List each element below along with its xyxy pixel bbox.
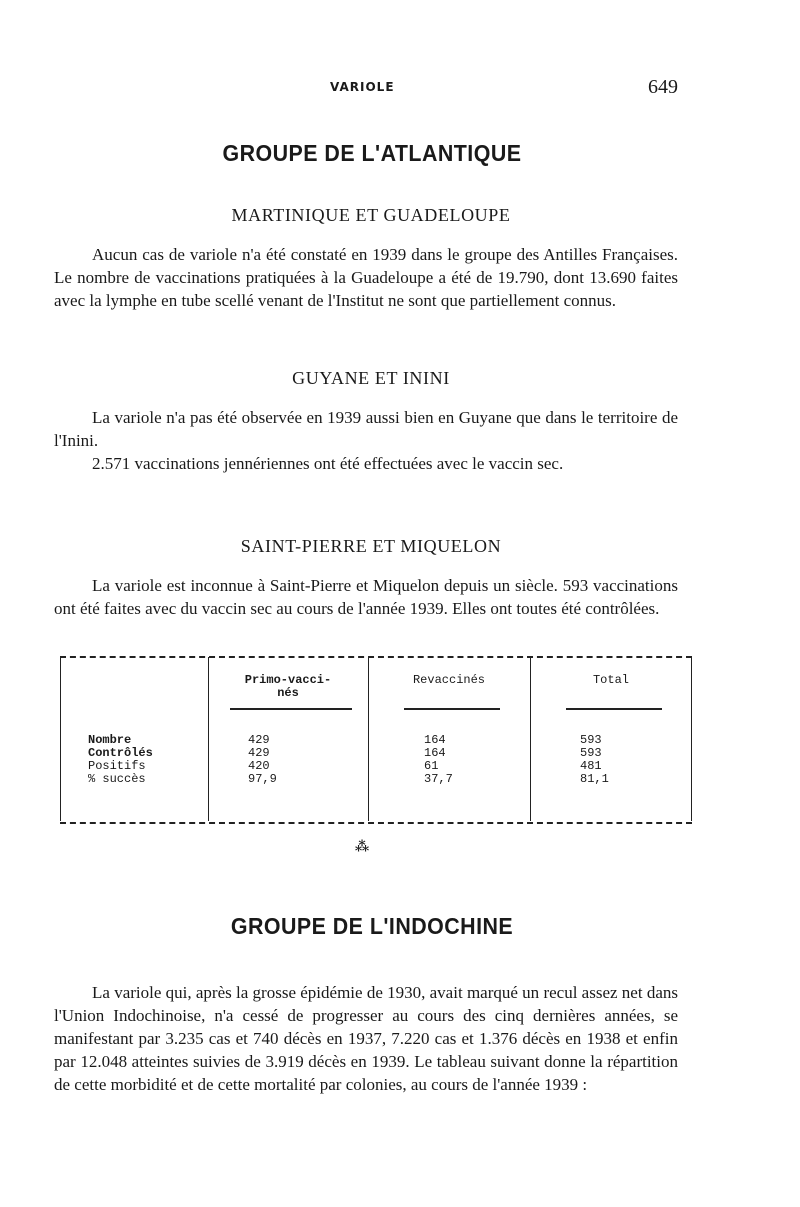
row-label-succes: % succès bbox=[88, 772, 146, 786]
table-top-rule bbox=[60, 656, 692, 658]
header-primo-vaccines: Primo-vacci- nés bbox=[244, 673, 332, 700]
martinique-section-title: MARTINIQUE ET GUADELOUPE bbox=[231, 205, 511, 225]
page-number: 649 bbox=[648, 76, 678, 98]
saint-pierre-paragraph bbox=[54, 574, 678, 620]
martinique-text: Aucun cas de variole n'a été constaté en 1939 dans le groupe des Antilles Françaises. Le nombre de vaccinations pratiquées à la Guadeloupe a été de 19.790, dont 13.690 faites avec la lymphe en tube scellé venant de l'Institut ne sont que partiellement connus. bbox=[54, 245, 678, 310]
guyane-section-title: GUYANE ET ININI bbox=[292, 368, 450, 388]
table-cell: 81,1 bbox=[580, 772, 609, 786]
row-label-controles: Contrôlés bbox=[88, 746, 153, 760]
header-underline bbox=[230, 708, 352, 710]
row-label-nombre: Nombre bbox=[88, 733, 132, 747]
asterism-ornament: ⁂ bbox=[354, 840, 370, 855]
saint-pierre-text: La variole est inconnue à Saint-Pierre et Miquelon depuis un siècle. 593 vaccinations ont été faites avec du vaccin sec au cours de l'année 1939. Elles ont toutes été contrôlées. bbox=[54, 576, 678, 618]
table-column-divider bbox=[208, 657, 209, 821]
vaccination-table bbox=[60, 652, 692, 828]
table-cell: 61 bbox=[424, 759, 439, 773]
table-cell: 37,7 bbox=[424, 772, 453, 786]
header-underline bbox=[404, 708, 500, 710]
table-cell: 481 bbox=[580, 759, 602, 773]
guyane-paragraph-2 bbox=[54, 452, 678, 475]
guyane-text-2: 2.571 vaccinations jennériennes ont été effectuées avec le vaccin sec. bbox=[92, 454, 564, 473]
indochine-text: La variole qui, après la grosse épidémie de 1930, avait marqué un recul assez net dans l'Union Indochinoise, n'a cessé de progresser au cours des cinq dernières années, se manifestant par 3.235 cas et 740 décès en 1937, 7.220 cas et 1.376 décès en 1938 et enfin par 12.048 atteintes suivies de 3.919 décès en 1939. Le tableau suivant donne la répartition de cette morbidité et de cette mortalité par colonies, au cours de l'année 1939 : bbox=[54, 983, 678, 1094]
table-column-divider bbox=[530, 657, 531, 821]
table-column-divider bbox=[368, 657, 369, 821]
table-right-border bbox=[691, 657, 692, 821]
table-left-border bbox=[60, 657, 61, 821]
running-head-title: VARIOLE bbox=[330, 80, 395, 94]
table-cell: 593 bbox=[580, 746, 602, 760]
guyane-text-1: La variole n'a pas été observée en 1939 aussi bien en Guyane que dans le territoire de l'Inini. bbox=[54, 408, 678, 450]
header-underline bbox=[566, 708, 662, 710]
martinique-paragraph bbox=[54, 243, 678, 312]
table-cell: 164 bbox=[424, 733, 446, 747]
header-total: Total bbox=[592, 673, 629, 687]
header-revaccines: Revaccinés bbox=[412, 673, 485, 687]
row-label-positifs: Positifs bbox=[88, 759, 146, 773]
table-cell: 593 bbox=[580, 733, 602, 747]
table-cell: 420 bbox=[248, 759, 270, 773]
table-cell: 97,9 bbox=[248, 772, 277, 786]
table-cell: 429 bbox=[248, 746, 270, 760]
indochine-paragraph bbox=[54, 981, 678, 1096]
guyane-paragraph-1 bbox=[54, 406, 678, 452]
table-cell: 164 bbox=[424, 746, 446, 760]
atlantic-group-title: GROUPE DE L'ATLANTIQUE bbox=[222, 140, 522, 166]
saint-pierre-section-title: SAINT-PIERRE ET MIQUELON bbox=[240, 536, 502, 556]
table-cell: 429 bbox=[248, 733, 270, 747]
indochine-group-title: GROUPE DE L'INDOCHINE bbox=[230, 913, 514, 939]
table-bottom-rule bbox=[60, 822, 692, 824]
